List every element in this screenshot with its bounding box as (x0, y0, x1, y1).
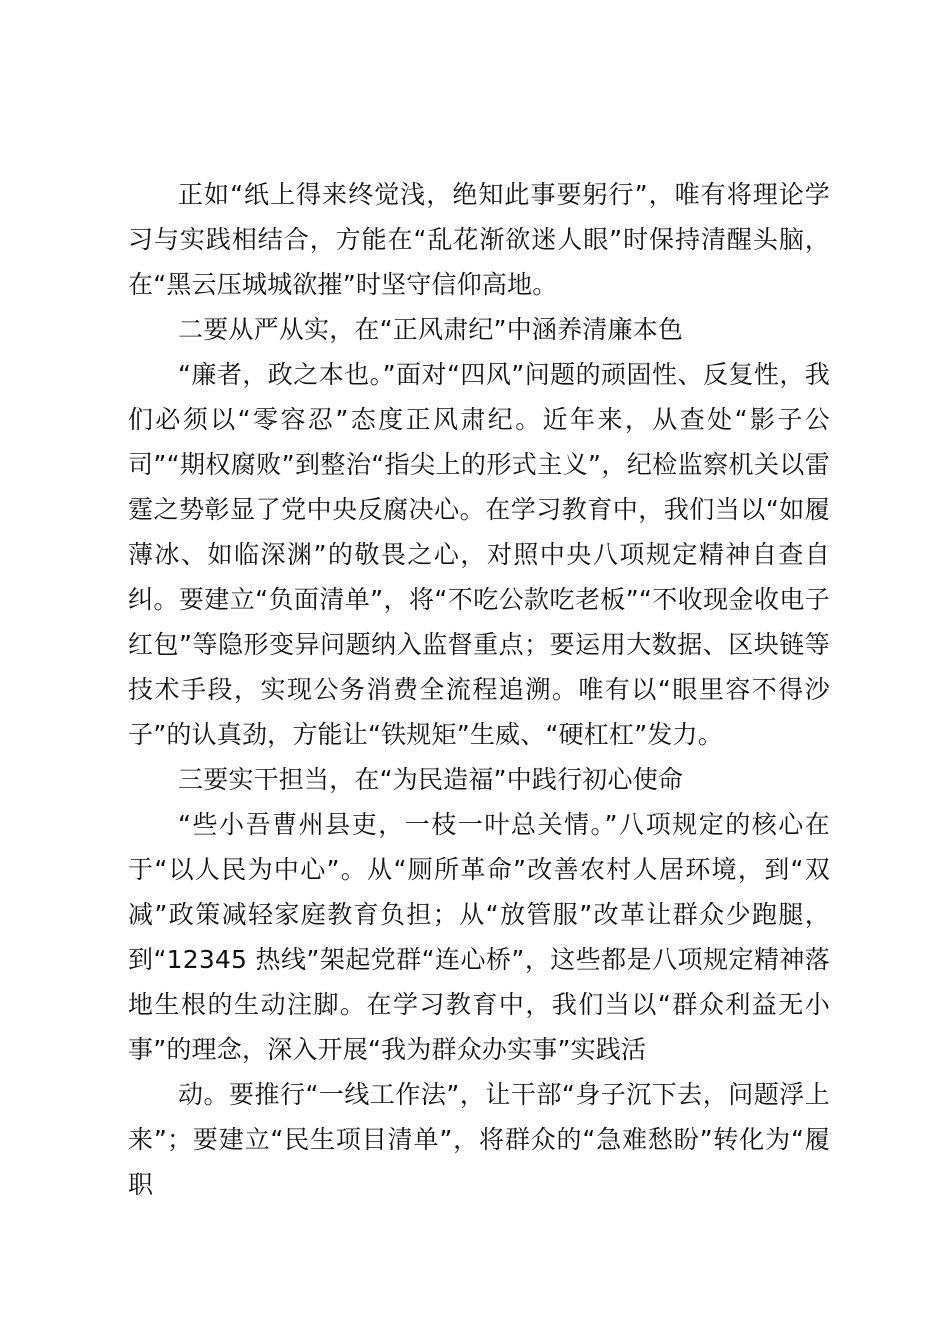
section-heading-2: 二要从严从实，在“正风肃纪”中涵养清廉本色 (178, 315, 684, 344)
document-body (128, 172, 830, 1207)
paragraph-4: 动。要推行“一线工作法”，让干部“身子沉下去，问题浮上来”；要建立“民生项目清单”，将群众的“急难愁盼”转化为“履职 (128, 1080, 830, 1199)
paragraph-3: “些小吾曹州县吏，一枝一叶总关情。”八项规定的核心在于“以人民为中心”。从“厕所革命”改善农村人居环境，到“双减”政策减轻家庭教育负担；从“放管服”改革让群众少跑腿，到“12345 热线”架起党群“连心桥”，这些都是八项规定精神落地生根的生动注脚。在学习教育中，我们当以“群众利益无小事”的理念，深入开展“我为群众办实事”实践活 (128, 810, 830, 1064)
paragraph-2: “廉者，政之本也。”面对“四风”问题的顽固性、反复性，我们必须以“零容忍”态度正风肃纪。近年来，从查处“影子公司”“期权腐败”到整治“指尖上的形式主义”，纪检监察机关以雷霆之势彰显了党中央反腐决心。在学习教育中，我们当以“如履薄冰、如临深渊”的敬畏之心，对照中央八项规定精神自查自纠。要建立“负面清单”，将“不吃公款吃老板”“不收现金收电子红包”等隐形变异问题纳入监督重点；要运用大数据、区块链等技术手段，实现公务消费全流程追溯。唯有以“眼里容不得沙子”的认真劲，方能让“铁规矩”生威、“硬杠杠”发力。 (128, 360, 830, 749)
section-heading-3: 三要实干担当，在“为民造福”中践行初心使命 (178, 765, 684, 794)
paragraph-1: 正如“纸上得来终觉浅，绝知此事要躬行”，唯有将理论学习与实践相结合，方能在“乱花渐欲迷人眼”时保持清醒头脑，在“黑云压城城欲摧”时坚守信仰高地。 (128, 180, 830, 299)
